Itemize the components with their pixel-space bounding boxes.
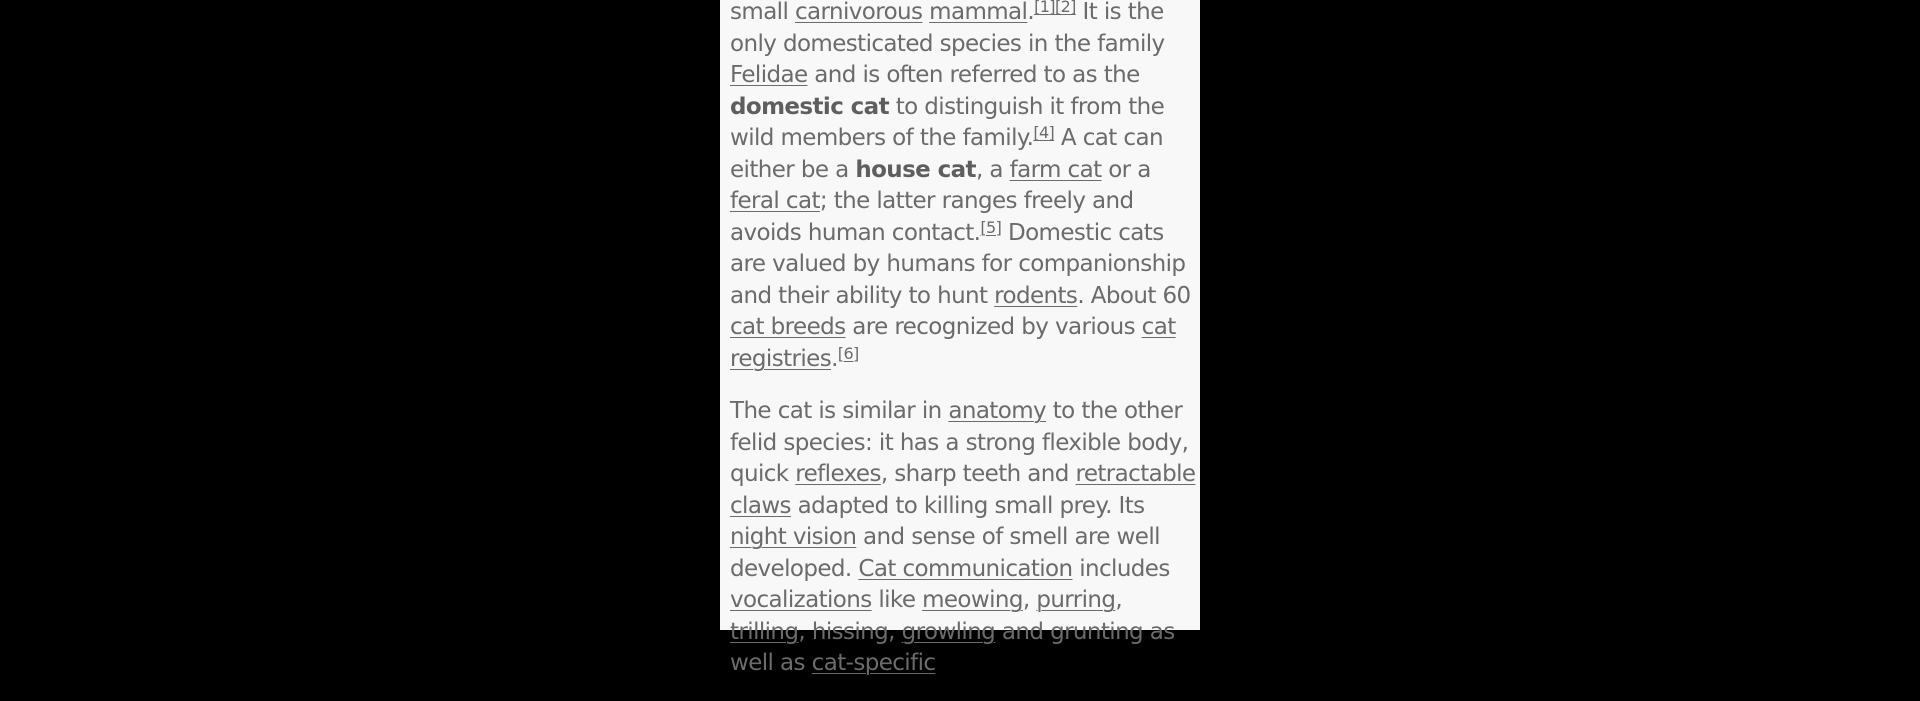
text: includes [1072,555,1170,582]
link-meowing[interactable]: meowing [922,587,1023,613]
link-growling[interactable]: growling [901,618,996,645]
text: , [1022,587,1037,613]
text: to the other felid species: it has a strong flexible body, quick [730,398,1189,487]
link-carnivorous[interactable]: carnivorous [794,0,923,25]
link-purring[interactable]: purring [1036,587,1116,613]
text: It is the only domesticated species in the family [730,0,1165,57]
link-cat-specific[interactable]: cat-specific [811,650,936,676]
link-night-vision[interactable]: night vision [730,524,857,550]
text: adapted to killing small prey. Its [790,492,1145,519]
article-page [720,0,1200,676]
text: small [730,0,795,25]
text: , hissing, [798,618,902,645]
link-felidae[interactable]: Felidae [730,62,808,88]
link-cat-registries[interactable]: cat registries [730,314,1176,372]
text: and grunting as well as [730,618,1175,676]
article-paragraph-2 [730,396,1196,680]
text: , a [975,156,1010,183]
text: , sharp teeth and [880,461,1076,487]
citation-link-2[interactable]: [2] [1054,0,1076,16]
link-mammal[interactable]: mammal [929,0,1028,25]
citation-link-6[interactable]: [6] [837,343,859,363]
text: Domestic cats are valued by humans for companionship and their ability to hunt [730,219,1186,309]
text: and sense of smell are well developed. [730,524,1160,582]
citation-link-5[interactable]: [5] [980,217,1002,237]
citation-link-4[interactable]: [4] [1033,123,1055,142]
article-paragraph-1 [730,0,1196,375]
text: ; the latter ranges freely and avoids human contact. [730,188,1134,246]
text: are recognized by various [845,314,1142,340]
link-farm-cat[interactable]: farm cat [1009,156,1102,183]
link-cat-communication[interactable]: Cat communication [858,555,1073,582]
term-house-cat: house cat [855,156,976,183]
citation-2 [1055,0,1076,16]
link-vocalizations[interactable]: vocalizations [730,587,872,613]
citation-4 [1033,123,1054,142]
text: , [1115,587,1123,613]
text: . [831,345,838,372]
text: and is often referred to as the [807,62,1140,88]
citation-5 [980,218,1001,237]
text: . About 60 [1077,282,1191,309]
link-feral-cat[interactable]: feral cat [730,188,820,214]
link-rodents[interactable]: rodents [994,282,1078,309]
text: to distinguish it from the wild members of the family. [730,93,1165,151]
text: or a [1101,156,1151,183]
term-domestic-cat: domestic cat [730,93,889,120]
link-trilling[interactable]: trilling [730,618,799,645]
link-retractable-claws[interactable]: retractable claws [730,461,1196,519]
link-cat-breeds[interactable]: cat breeds [730,314,846,340]
text: The cat is similar in [730,398,949,424]
citation-6 [838,344,859,363]
link-reflexes[interactable]: reflexes [795,461,881,487]
text: A cat can either be a [730,125,1163,183]
article-body [730,0,1196,701]
text: . [1027,0,1035,25]
text: like [871,587,923,613]
link-anatomy[interactable]: anatomy [948,398,1047,424]
citation-link-1[interactable]: [1] [1034,0,1055,16]
citation-1 [1034,0,1055,16]
